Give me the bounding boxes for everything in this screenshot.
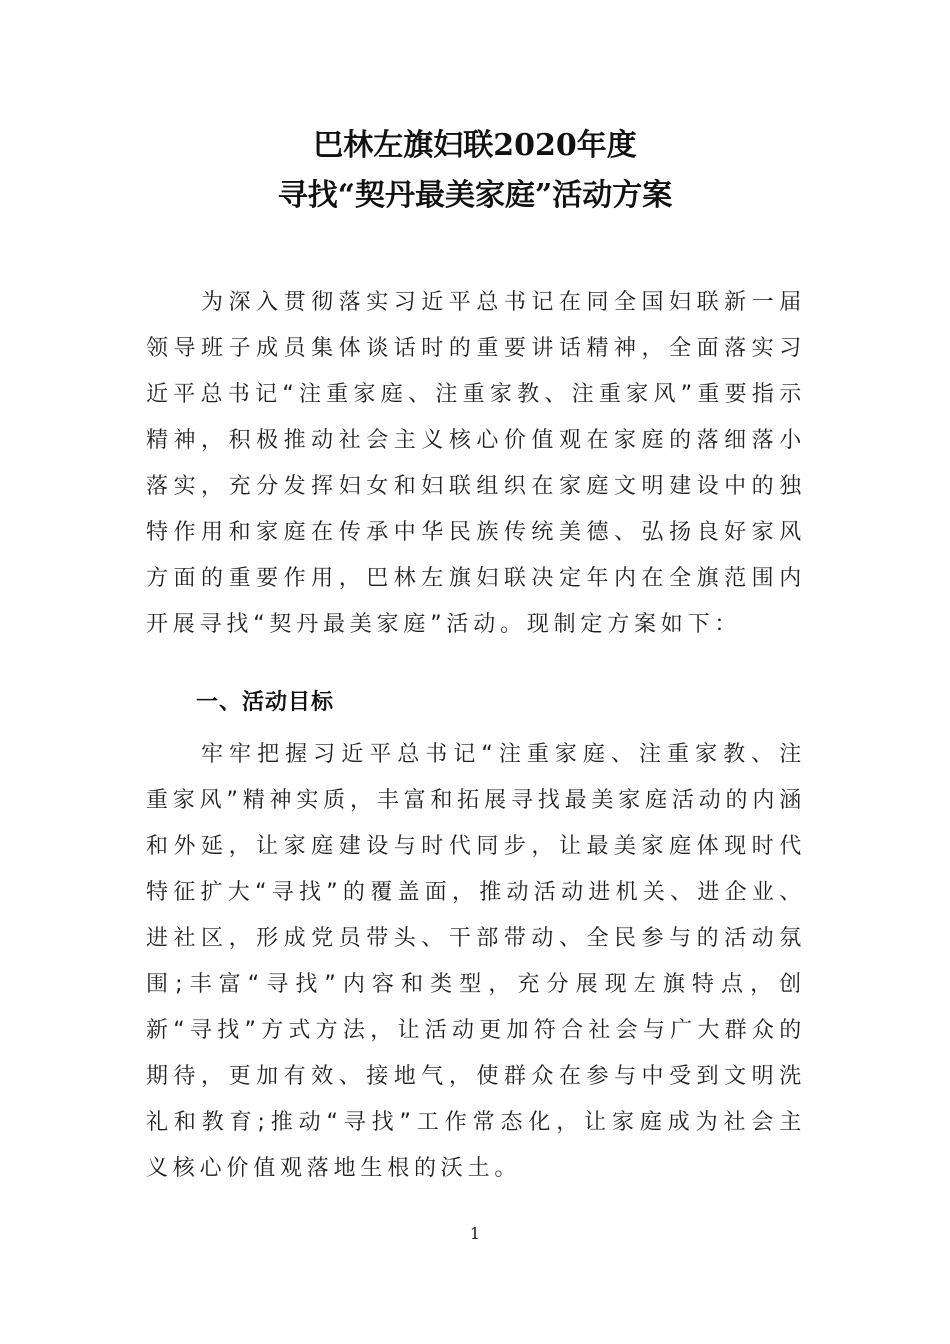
section1-block <box>146 732 806 1192</box>
intro-paragraph: 为深入贯彻落实习近平总书记在同全国妇联新一届领导班子成员集体谈话时的重要讲话精神，全面落实习近平总书记“注重家庭、注重家教、注重家风”重要指示精神，积极推动社会主义核心价值观在家庭的落细落小落实，充分发挥妇女和妇联组织在家庭文明建设中的独特作用和家庭在传承中华民族传统美德、弘扬良好家风方面的重要作用，巴林左旗妇联决定年内在全旗范围内开展寻找“契丹最美家庭”活动。现制定方案如下： <box>146 290 806 637</box>
page-number: 1 <box>469 1224 481 1243</box>
section1-paragraph: 牢牢把握习近平总书记“注重家庭、注重家教、注重家风”精神实质，丰富和拓展寻找最美家庭活动的内涵和外延，让家庭建设与时代同步，让最美家庭体现时代特征扩大“寻找”的覆盖面，推动活动进机关、进企业、进社区，形成党员带头、干部带动、全民参与的活动氛围;丰富“寻找”内容和类型，充分展现左旗特点，创新“寻找”方式方法，让活动更加符合社会与广大群众的期待，更加有效、接地气，使群众在参与中受到文明洗礼和教育;推动“寻找”工作常态化，让家庭成为社会主义核心价值观落地生根的沃土。 <box>146 742 806 1181</box>
section1-heading: 一、活动目标 <box>196 690 335 715</box>
document-title-line1: 巴林左旗妇联2020年度 <box>313 128 637 163</box>
intro-block <box>146 280 806 648</box>
document-title-line2: 寻找“契丹最美家庭”活动方案 <box>277 178 673 213</box>
